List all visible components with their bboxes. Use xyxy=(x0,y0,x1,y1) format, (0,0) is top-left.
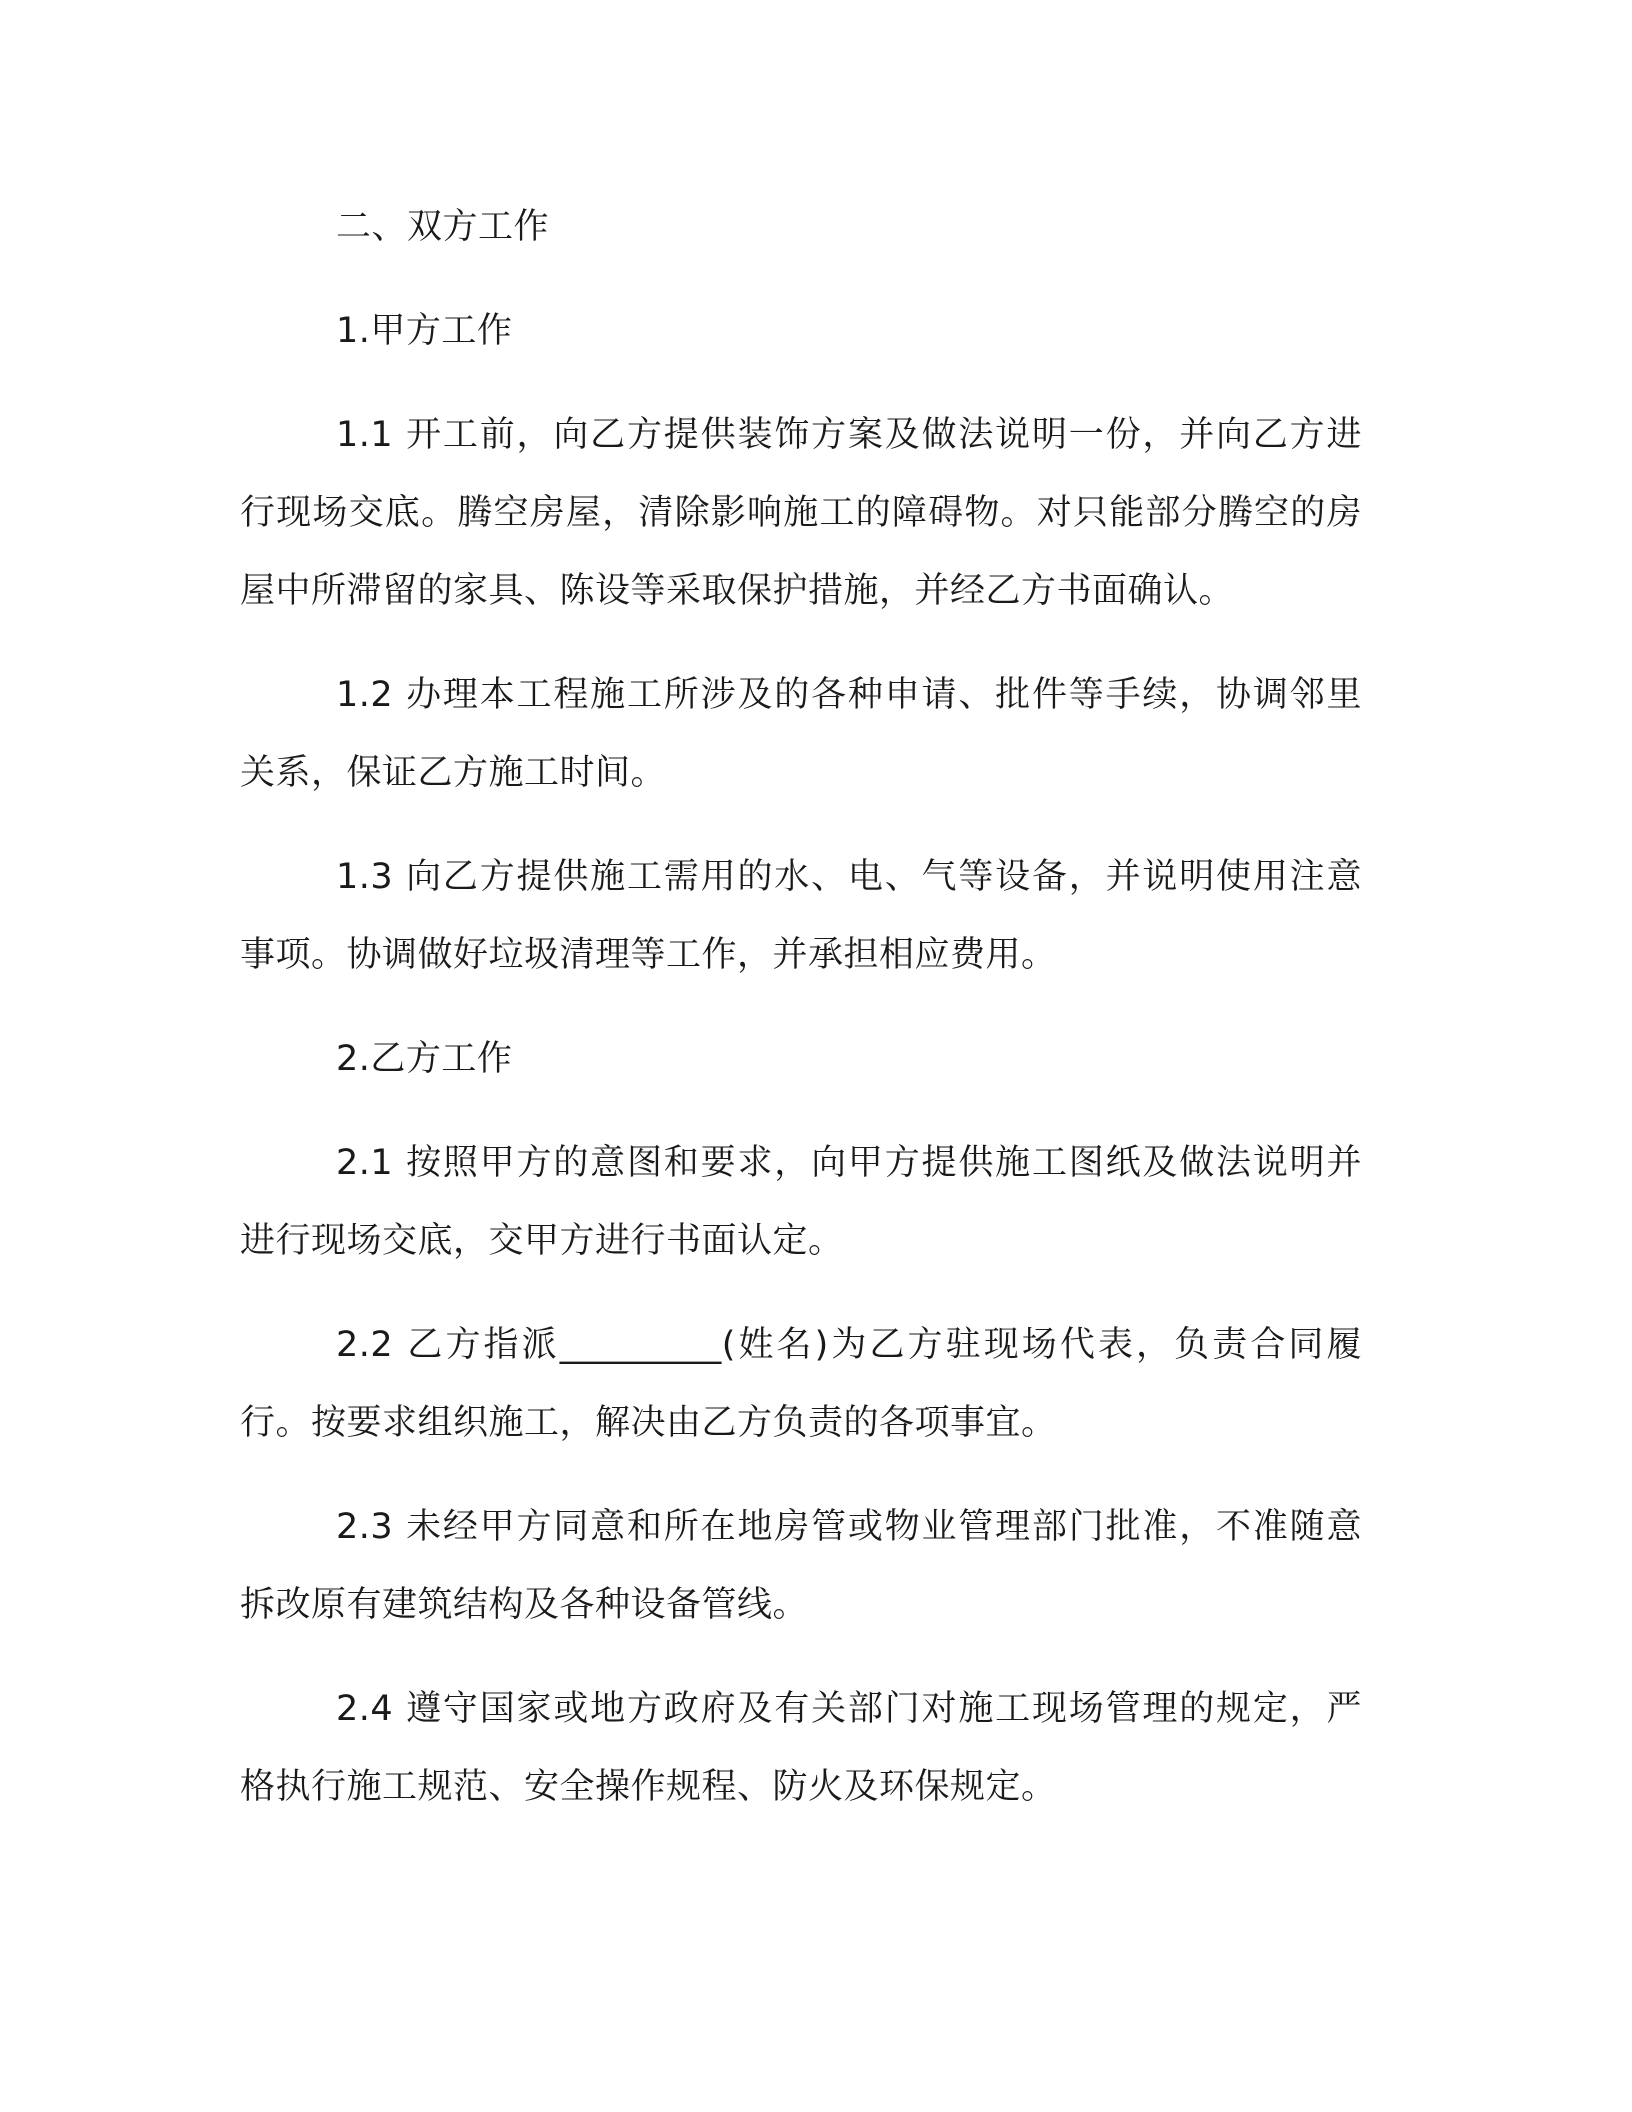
clause-2-2: 2.2 乙方指派_________(姓名)为乙方驻现场代表，负责合同履行。按要求组织施工，解决由乙方负责的各项事宜。 xyxy=(240,1325,1362,1443)
clause-1-3: 1.3 向乙方提供施工需用的水、电、气等设备，并说明使用注意事项。协调做好垃圾清理等工作，并承担相应费用。 xyxy=(240,857,1362,975)
document-body xyxy=(240,188,1362,1852)
party-a-heading: 1.甲方工作 xyxy=(336,311,513,351)
clause-2-4: 2.4 遵守国家或地方政府及有关部门对施工现场管理的规定，严格执行施工规范、安全操作规程、防火及环保规定。 xyxy=(240,1689,1362,1807)
clause-2-3: 2.3 未经甲方同意和所在地房管或物业管理部门批准，不准随意拆改原有建筑结构及各种设备管线。 xyxy=(240,1507,1362,1625)
clause-2-1: 2.1 按照甲方的意图和要求，向甲方提供施工图纸及做法说明并进行现场交底，交甲方进行书面认定。 xyxy=(240,1143,1362,1261)
clause-1-1: 1.1 开工前，向乙方提供装饰方案及做法说明一份，并向乙方进行现场交底。腾空房屋，清除影响施工的障碍物。对只能部分腾空的房屋中所滞留的家具、陈设等采取保护措施，并经乙方书面确认。 xyxy=(240,415,1362,611)
clause-1-2: 1.2 办理本工程施工所涉及的各种申请、批件等手续，协调邻里关系，保证乙方施工时间。 xyxy=(240,675,1362,793)
party-b-heading: 2.乙方工作 xyxy=(336,1039,513,1079)
section-title: 二、双方工作 xyxy=(336,207,550,247)
